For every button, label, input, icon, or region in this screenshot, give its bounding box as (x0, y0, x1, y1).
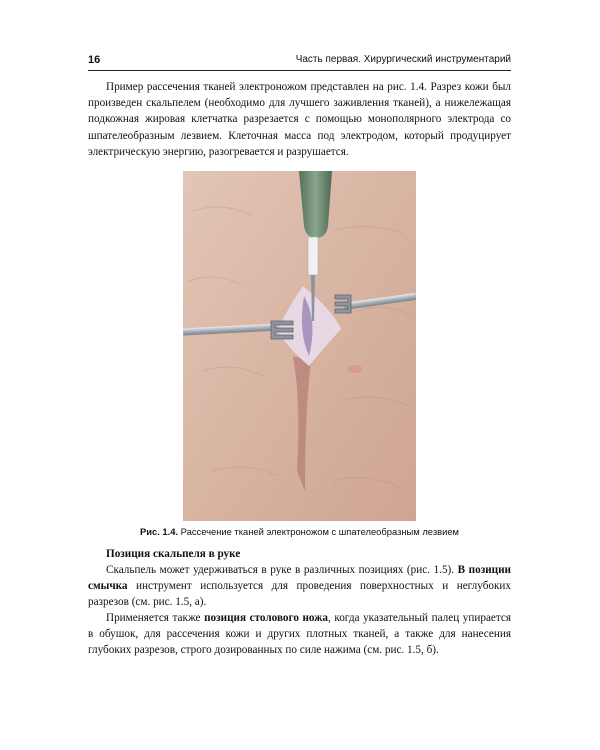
bow-position-term: В позиции смычка (88, 564, 512, 593)
table-knife-rest: , когда указательный палец упирается в обушок, для рассечения кожи и других плотных тканей, а также для нанесения глубоких разрезов, строго дозированных по силе нажима (см. рис. 1.5, б). (88, 612, 512, 657)
holding-lead: Скальпель может удерживаться в руке в различных позициях (рис. 1.5). (106, 564, 455, 576)
surgical-photo (183, 171, 416, 521)
intro-paragraph: Пример рассечения тканей электроножом представлен на рис. 1.4. Разрез кожи был произведен скальпелем (необходимо для лучшего заживления тканей), а нижележащая подкожная жировая клетчатка разрезается с помощью монополярного электрода со шпателеобразным лезвием. Клеточная масса под электродом, который продуцирует электрическую энергию, разогревается и разрушается. (88, 81, 511, 158)
figure-label: Рис. 1.4. (139, 526, 179, 537)
figure-caption-text: Рассечение тканей электроножом с шпателеобразным лезвием (180, 526, 459, 537)
table-knife-paragraph (88, 610, 511, 659)
table-knife-start: Применяется также (106, 612, 201, 624)
page-header (88, 52, 511, 71)
holding-rest: инструмент используется для проведения поверхностных и неглубоких разрезов (см. рис. 1.5, а). (88, 580, 512, 609)
figure-caption (88, 526, 511, 537)
section-title: Позиция скальпеля в руке (106, 548, 241, 560)
holding-paragraph (88, 562, 511, 611)
surgical-photo-illustration (183, 171, 416, 521)
running-head: Часть первая. Хирургический инструментарий (295, 54, 511, 65)
table-knife-term: позиция столового ножа (204, 612, 328, 624)
page-number: 16 (88, 54, 101, 66)
